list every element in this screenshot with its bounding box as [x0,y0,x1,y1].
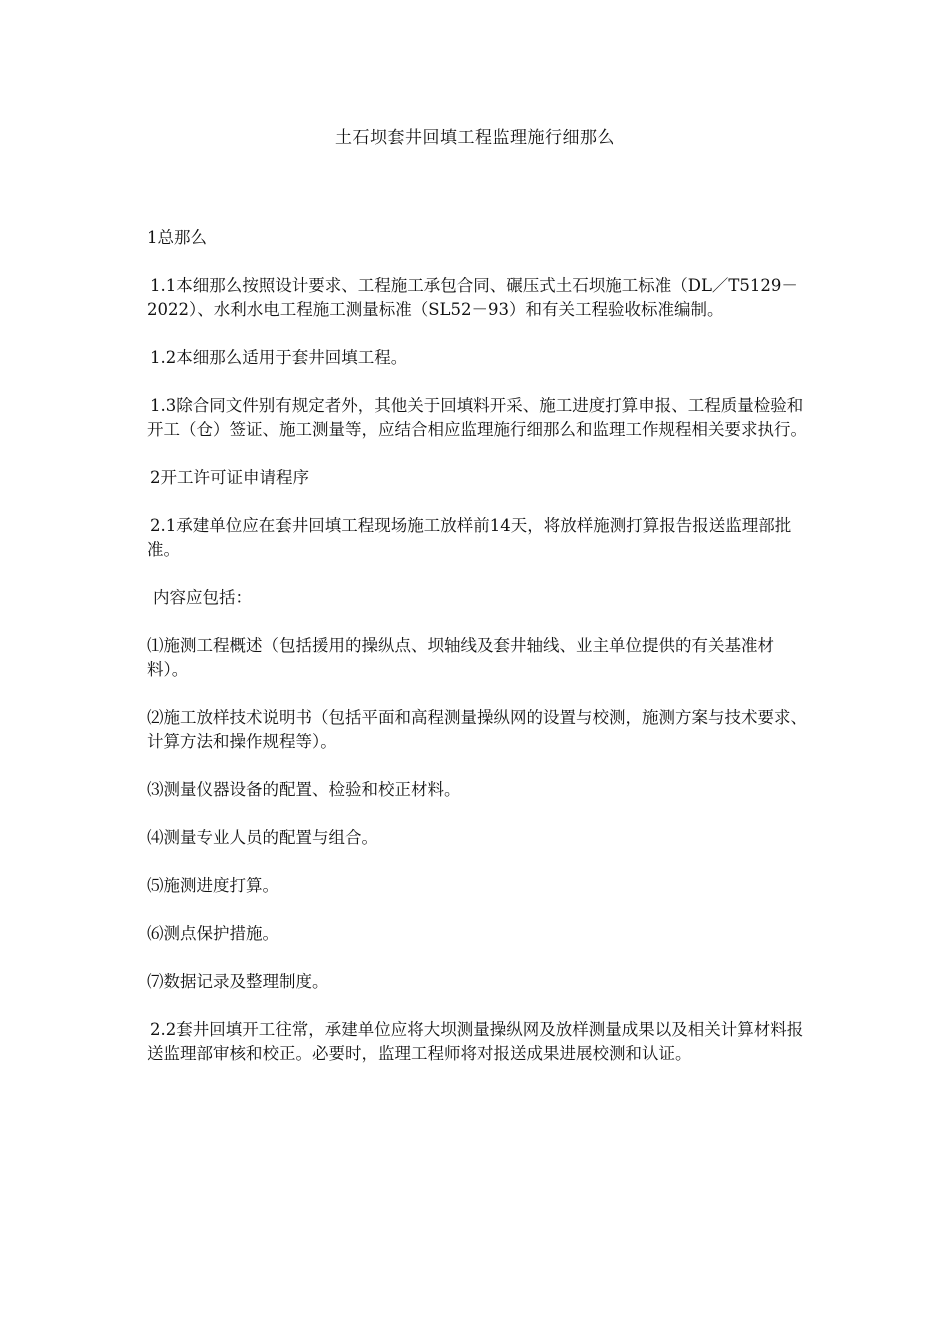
document-body [147,226,807,1090]
list-item-1: ⑴施测工程概述（包括援用的操纵点、坝轴线及套井轴线、业主单位提供的有关基准材料）。 [147,636,774,679]
list-item-7: ⑺数据记录及整理制度。 [147,972,329,991]
clause-1-1: 1.1本细那么按照设计要求、工程施工承包合同、碾压式土石坝施工标准（DL／T5129－2022）、水利水电工程施工测量标准（SL52－93）和有关工程验收标准编制。 [147,276,798,319]
clause-1-2: 1.2本细那么适用于套井回填工程。 [150,348,408,367]
list-item-2: ⑵施工放样技术说明书（包括平面和高程测量操纵网的设置与校测，施测方案与技术要求、计算方法和操作规程等）。 [147,708,807,751]
list-item-4: ⑷测量专业人员的配置与组合。 [147,828,378,847]
section-heading-1: 1总那么 [147,228,207,247]
content-intro: 内容应包括： [153,588,252,607]
clause-1-3: 1.3除合同文件别有规定者外，其他关于回填料开采、施工进度打算申报、工程质量检验和开工（仓）签证、施工测量等，应结合相应监理施行细那么和监理工作规程相关要求执行。 [147,396,807,439]
document-title: 土石坝套井回填工程监理施行细那么 [335,128,615,148]
list-item-6: ⑹测点保护措施。 [147,924,279,943]
clause-2-1: 2.1承建单位应在套井回填工程现场施工放样前14天，将放样施测打算报告报送监理部批准。 [147,516,792,559]
list-item-5: ⑸施测进度打算。 [147,876,279,895]
section-heading-2: 2开工许可证申请程序 [150,468,309,487]
clause-2-2: 2.2套井回填开工往常，承建单位应将大坝测量操纵网及放样测量成果以及相关计算材料报送监理部审核和校正。必要时，监理工程师将对报送成果进展校测和认证。 [147,1020,804,1063]
list-item-3: ⑶测量仪器设备的配置、检验和校正材料。 [147,780,461,799]
